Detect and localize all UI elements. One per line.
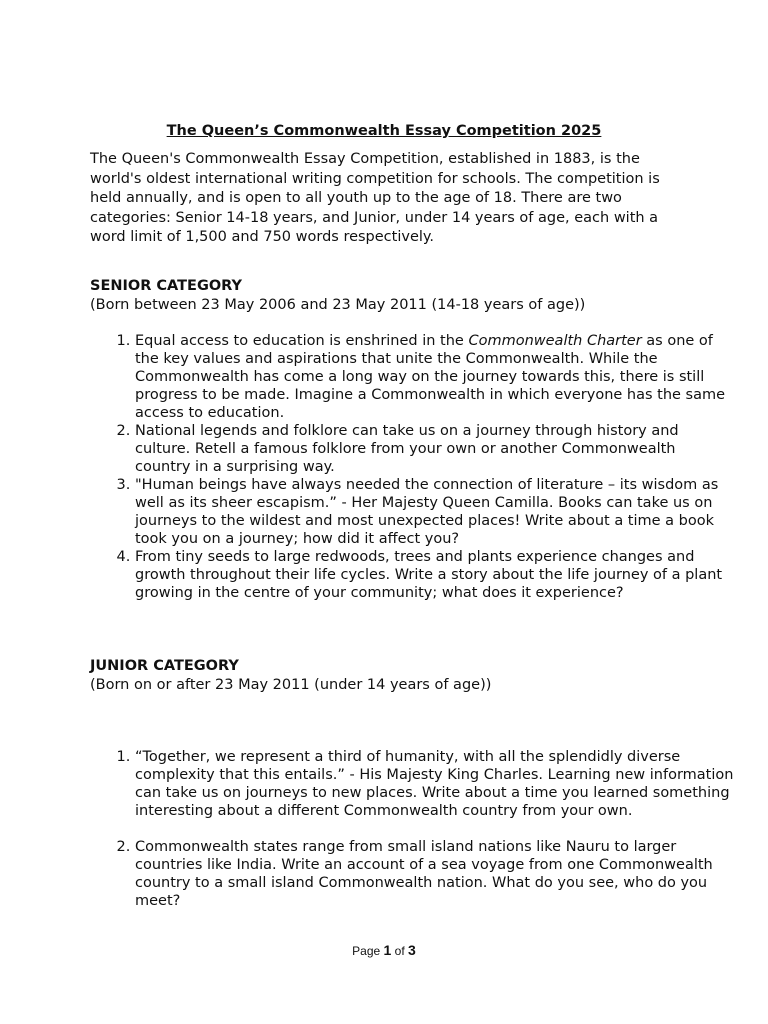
junior-topic-list — [90, 748, 735, 910]
junior-topic-2: 2. Commonwealth states range from small island nations like Nauru to larger countries like India. Write an account of a sea voyage from one Commonwealth country to a small island Commonwealth nation. What do you see, who do you meet? — [135, 838, 735, 910]
intro-paragraph: The Queen's Commonwealth Essay Competition, established in 1883, is the world's oldest international writing competition for schools. The competition is held annually, and is open to all youth up to the age of 18. There are two categories: Senior 14-18 years, and Junior, under 14 years of age, each with a word limit of 1,500 and 750 words respectively. — [90, 151, 660, 246]
senior-topic-4: 4. From tiny seeds to large redwoods, trees and plants experience changes and growth throughout their life cycles. Write a story about the life journey of a plant growing in the centre of your community; what does it experience? — [135, 548, 735, 602]
page-label: Page — [352, 944, 381, 958]
page-number: 1 — [383, 942, 392, 958]
senior-topic-1-italic: Commonwealth Charter — [468, 333, 642, 349]
senior-category-heading: SENIOR CATEGORY — [90, 278, 243, 294]
senior-eligibility: (Born between 23 May 2006 and 23 May 2011 (14-18 years of age)) — [90, 297, 586, 313]
senior-topic-list — [90, 332, 735, 602]
senior-topic-3: 3. "Human beings have always needed the connection of literature – its wisdom as well as its sheer escapism.” - Her Majesty Queen Camilla. Books can take us on journeys to the wildest and most unexpected places! Write about a time a book took you on a journey; how did it affect you? — [135, 476, 735, 548]
of-label: of — [394, 944, 405, 958]
senior-topic-1 — [135, 332, 735, 422]
document-title: The Queen’s Commonwealth Essay Competition 2025 — [166, 123, 602, 139]
junior-eligibility: (Born on or after 23 May 2011 (under 14 years of age)) — [90, 677, 492, 693]
junior-category-heading: JUNIOR CATEGORY — [90, 658, 239, 674]
page-footer — [0, 942, 768, 959]
senior-topic-1-text-start: Equal access to education is enshrined in the — [135, 333, 469, 349]
senior-topic-2: 2. National legends and folklore can take us on a journey through history and culture. Retell a famous folklore from your own or another Commonwealth country in a surprising way. — [135, 422, 735, 476]
junior-topic-1: 1. “Together, we represent a third of humanity, with all the splendidly diverse complexity that this entails.” - His Majesty King Charles. Learning new information can take us on journeys to new places. Write about a time you learned something interesting about a different Commonwealth country from your own. — [135, 748, 735, 820]
senior-topic-1-text-end: as one of the key values and aspirations that unite the Commonwealth. While the Commonwealth has come a long way on the journey towards this, there is still progress to be made. Imagine a Commonwealth in which everyone has the same access to education. — [135, 333, 726, 421]
page-total: 3 — [408, 942, 416, 958]
